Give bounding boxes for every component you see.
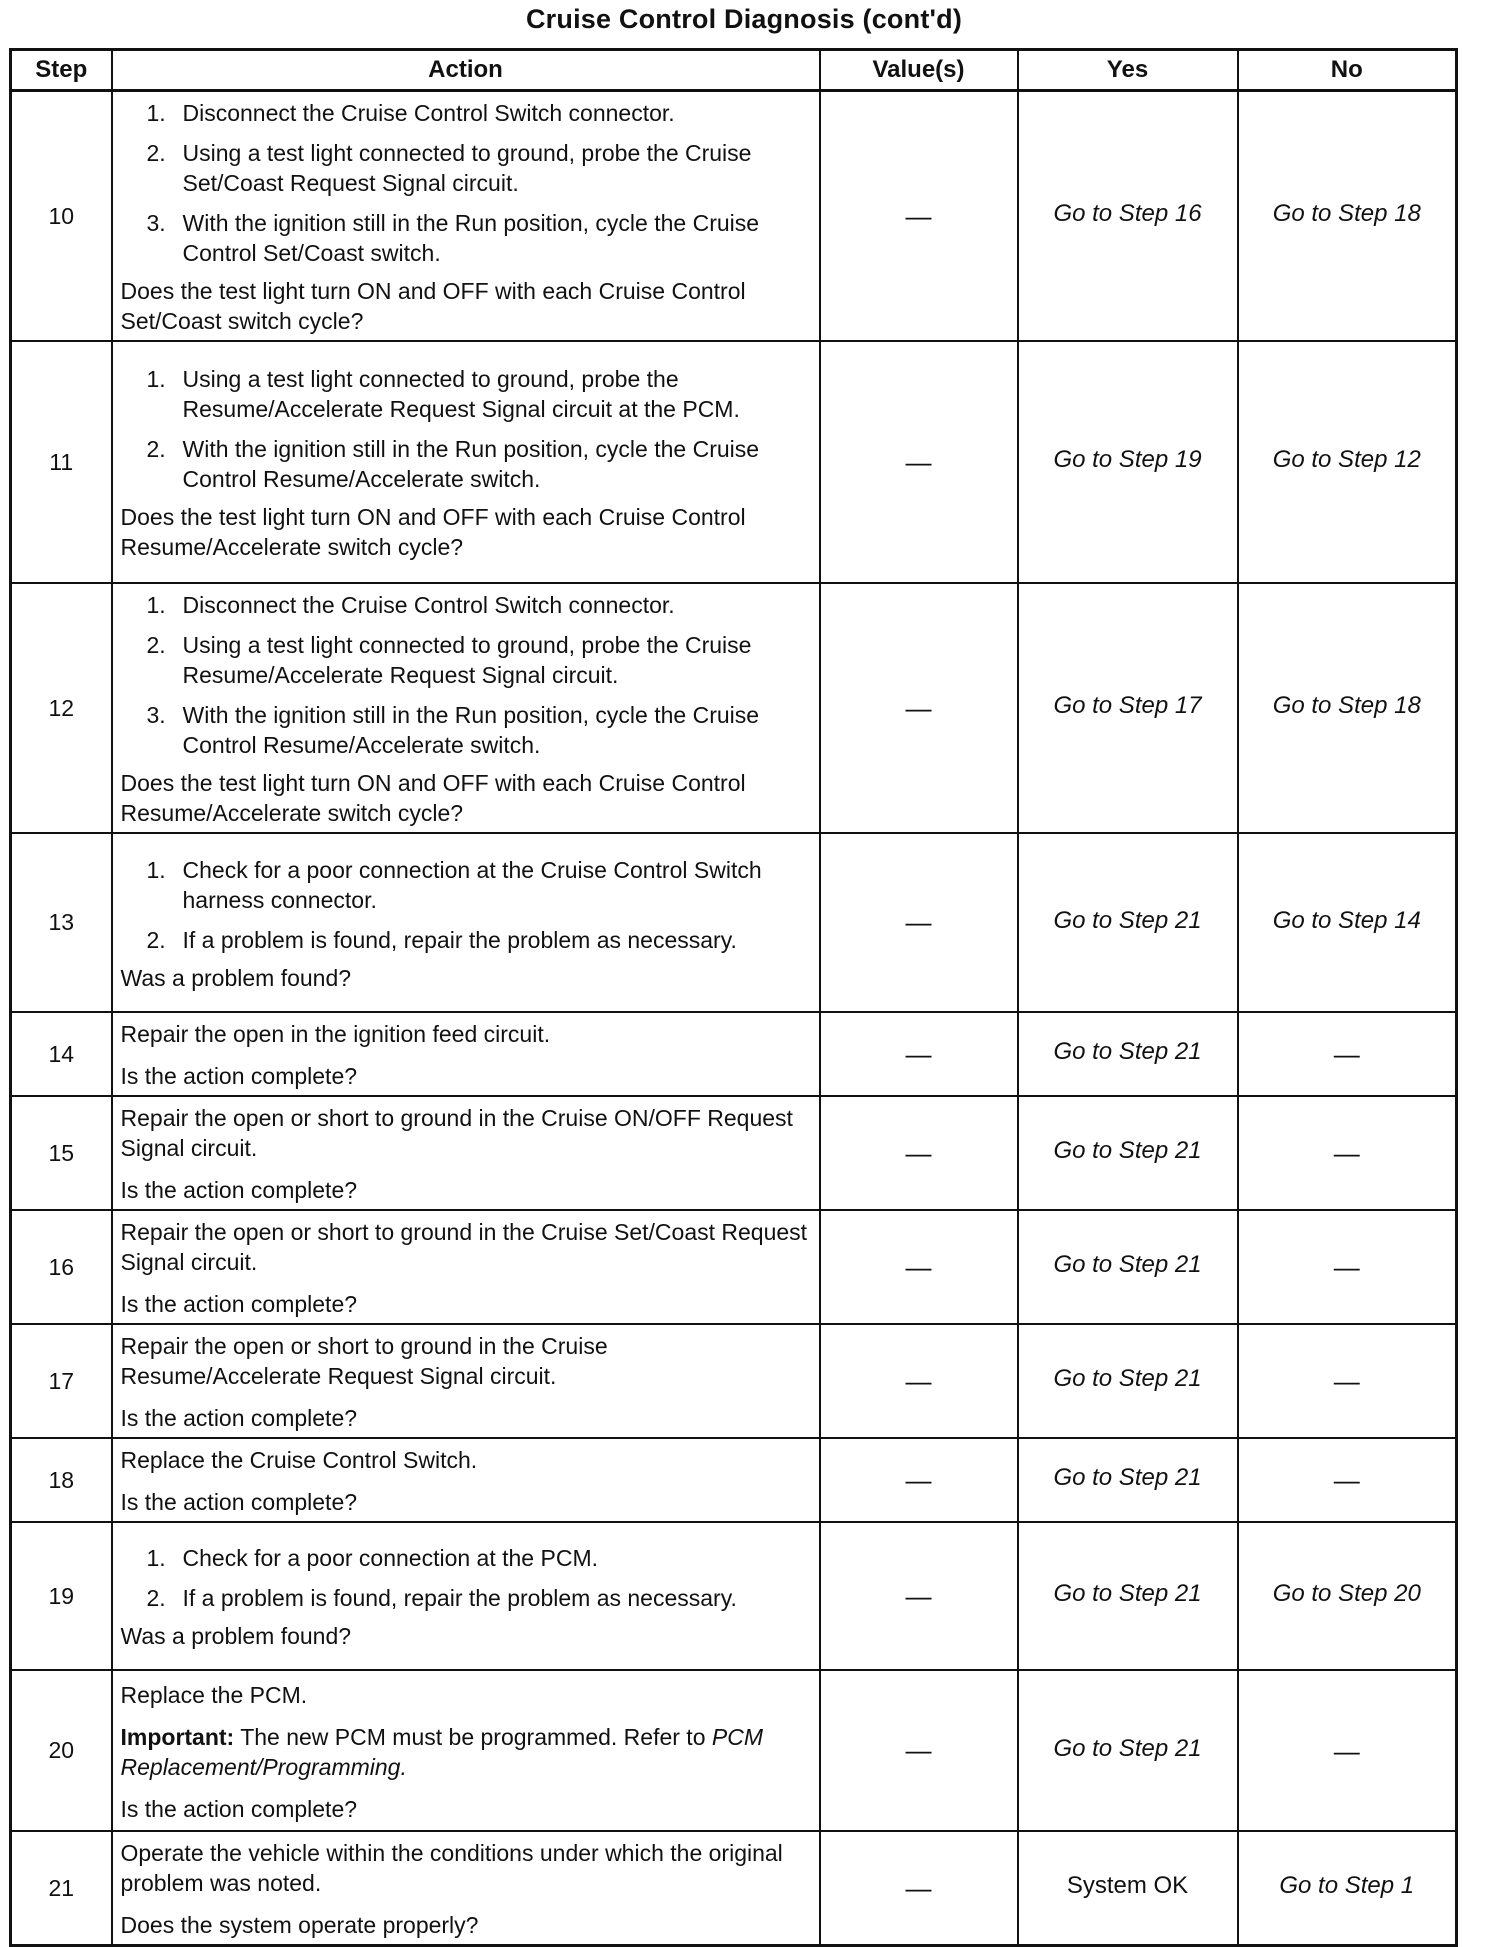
step-number: 17 (11, 1324, 112, 1438)
step-number: 18 (11, 1438, 112, 1522)
value-cell: — (820, 833, 1018, 1012)
diagnosis-table (9, 48, 1458, 1947)
action-question: Was a problem found? (120, 1623, 352, 1649)
list-item (121, 1543, 813, 1573)
yes-cell: Go to Step 17 (1018, 583, 1238, 833)
action-cell (112, 1210, 820, 1324)
action-cell (112, 91, 820, 342)
no-cell: — (1238, 1438, 1457, 1522)
action-cell (112, 1012, 820, 1096)
yes-cell: Go to Step 21 (1018, 1670, 1238, 1831)
list-item (121, 590, 813, 620)
value-cell: — (820, 341, 1018, 583)
action-text: Operate the vehicle within the conditions under which the original problem was noted. (120, 1840, 783, 1896)
step-item-number: 2. (146, 632, 166, 658)
step-number: 19 (11, 1522, 112, 1670)
yes-cell: Go to Step 21 (1018, 833, 1238, 1012)
no-cell: Go to Step 1 (1238, 1831, 1457, 1946)
no-cell: — (1238, 1324, 1457, 1438)
step-item-text: With the ignition still in the Run position, cycle the Cruise Control Set/Coast switch. (182, 210, 760, 266)
no-cell: Go to Step 18 (1238, 583, 1457, 833)
yes-cell: Go to Step 21 (1018, 1096, 1238, 1210)
action-cell (112, 1324, 820, 1438)
page-title: Cruise Control Diagnosis (cont'd) (525, 4, 963, 34)
no-cell: Go to Step 12 (1238, 341, 1457, 583)
table-row (11, 583, 1457, 833)
step-number: 12 (11, 583, 112, 833)
header-step: Step (11, 50, 112, 91)
step-item-text: If a problem is found, repair the problem as necessary. (182, 1585, 737, 1611)
step-item-number: 1. (146, 1545, 166, 1571)
action-text: Repair the open in the ignition feed circuit. (120, 1021, 551, 1047)
action-text: Replace the Cruise Control Switch. (120, 1447, 478, 1473)
action-steps (121, 364, 813, 494)
step-item-number: 2. (146, 1585, 166, 1611)
value-cell: — (820, 1831, 1018, 1946)
value-cell: — (820, 1438, 1018, 1522)
list-item (121, 855, 813, 915)
value-cell: — (820, 1324, 1018, 1438)
action-cell (112, 1831, 820, 1946)
action-question: Does the test light turn ON and OFF with each Cruise Control Set/Coast switch cycle? (120, 278, 746, 334)
step-number: 11 (11, 341, 112, 583)
step-number: 10 (11, 91, 112, 342)
value-cell: — (820, 1096, 1018, 1210)
action-question: Is the action complete? (120, 1291, 358, 1317)
table-row (11, 1096, 1457, 1210)
no-cell: — (1238, 1670, 1457, 1831)
header-values: Value(s) (820, 50, 1018, 91)
action-steps (121, 98, 813, 268)
list-item (121, 138, 813, 198)
step-item-text: Disconnect the Cruise Control Switch connector. (182, 592, 675, 618)
step-item-text: Using a test light connected to ground, probe the Cruise Resume/Accelerate Request Signal circuit. (182, 632, 752, 688)
important-text: The new PCM must be programmed. Refer to (240, 1723, 706, 1750)
action-cell (112, 1522, 820, 1670)
table-row (11, 1670, 1457, 1831)
step-item-text: Using a test light connected to ground, probe the Cruise Set/Coast Request Signal circuit. (182, 140, 752, 196)
step-item-text: Check for a poor connection at the PCM. (182, 1545, 598, 1571)
yes-cell: Go to Step 21 (1018, 1012, 1238, 1096)
yes-cell: Go to Step 19 (1018, 341, 1238, 583)
header-row (11, 50, 1457, 91)
table-row (11, 1012, 1457, 1096)
step-item-number: 1. (146, 856, 166, 883)
yes-cell: Go to Step 21 (1018, 1438, 1238, 1522)
table-row (11, 1210, 1457, 1324)
action-question: Is the action complete? (120, 1795, 358, 1822)
list-item (121, 925, 813, 955)
action-steps (121, 855, 813, 955)
value-cell: — (820, 583, 1018, 833)
no-cell: Go to Step 18 (1238, 91, 1457, 342)
step-item-text: Check for a poor connection at the Cruise Control Switch harness connector. (182, 856, 762, 913)
value-cell: — (820, 1522, 1018, 1670)
step-item-number: 1. (146, 366, 166, 392)
yes-cell: Go to Step 21 (1018, 1324, 1238, 1438)
list-item (121, 98, 813, 128)
action-question: Does the test light turn ON and OFF with each Cruise Control Resume/Accelerate switch cycle? (120, 504, 746, 560)
action-text: Repair the open or short to ground in the Cruise Set/Coast Request Signal circuit. (120, 1219, 808, 1275)
action-text: Replace the PCM. (120, 1681, 308, 1708)
list-item (121, 364, 813, 424)
action-steps (121, 590, 813, 760)
step-item-text: Disconnect the Cruise Control Switch connector. (182, 100, 675, 126)
step-number: 15 (11, 1096, 112, 1210)
action-question: Is the action complete? (120, 1063, 358, 1089)
value-cell: — (820, 1210, 1018, 1324)
list-item (121, 700, 813, 760)
table-row (11, 1324, 1457, 1438)
step-number: 20 (11, 1670, 112, 1831)
action-text: Repair the open or short to ground in the Cruise ON/OFF Request Signal circuit. (120, 1105, 793, 1161)
action-cell (112, 583, 820, 833)
important-note (121, 1722, 813, 1782)
action-question: Is the action complete? (120, 1489, 358, 1515)
table-row (11, 91, 1457, 342)
action-question: Is the action complete? (120, 1177, 358, 1203)
step-number: 16 (11, 1210, 112, 1324)
yes-cell: Go to Step 21 (1018, 1210, 1238, 1324)
step-item-number: 3. (146, 210, 166, 236)
header-yes: Yes (1018, 50, 1238, 91)
step-item-number: 3. (146, 702, 166, 728)
step-item-text: With the ignition still in the Run position, cycle the Cruise Control Resume/Accelerate switch. (182, 702, 760, 758)
list-item (121, 1583, 813, 1613)
list-item (121, 434, 813, 494)
yes-cell: Go to Step 21 (1018, 1522, 1238, 1670)
no-cell: — (1238, 1096, 1457, 1210)
step-item-text: If a problem is found, repair the problem as necessary. (182, 926, 737, 953)
list-item (121, 630, 813, 690)
value-cell: — (820, 1012, 1018, 1096)
action-question: Does the test light turn ON and OFF with each Cruise Control Resume/Accelerate switch cycle? (120, 770, 746, 826)
table-row (11, 833, 1457, 1012)
step-number: 14 (11, 1012, 112, 1096)
step-number: 21 (11, 1831, 112, 1946)
action-cell (112, 1670, 820, 1831)
yes-cell: Go to Step 16 (1018, 91, 1238, 342)
table-row (11, 341, 1457, 583)
step-item-number: 2. (146, 926, 166, 953)
action-question: Was a problem found? (120, 964, 352, 991)
step-item-number: 1. (146, 592, 166, 618)
value-cell: — (820, 91, 1018, 342)
step-item-text: Using a test light connected to ground, probe the Resume/Accelerate Request Signal circuit at the PCM. (182, 366, 740, 422)
list-item (121, 208, 813, 268)
action-cell (112, 1438, 820, 1522)
no-cell: Go to Step 14 (1238, 833, 1457, 1012)
action-question: Is the action complete? (120, 1405, 358, 1431)
action-text: Repair the open or short to ground in the Cruise Resume/Accelerate Request Signal circuit. (120, 1333, 608, 1389)
action-question: Does the system operate properly? (120, 1912, 479, 1938)
step-item-number: 2. (146, 140, 166, 166)
action-steps (121, 1543, 813, 1613)
action-cell (112, 833, 820, 1012)
important-label: Important: (120, 1723, 235, 1750)
value-cell: — (820, 1670, 1018, 1831)
no-cell: Go to Step 20 (1238, 1522, 1457, 1670)
step-item-number: 1. (146, 100, 166, 126)
no-cell: — (1238, 1012, 1457, 1096)
action-cell (112, 341, 820, 583)
table-row (11, 1831, 1457, 1946)
step-number: 13 (11, 833, 112, 1012)
step-item-number: 2. (146, 436, 166, 462)
table-row (11, 1522, 1457, 1670)
reference-link[interactable]: PCM Replacement/Programming. (120, 1723, 764, 1780)
header-action: Action (112, 50, 820, 91)
no-cell: — (1238, 1210, 1457, 1324)
step-item-text: With the ignition still in the Run position, cycle the Cruise Control Resume/Accelerate switch. (182, 436, 760, 492)
table-row (11, 1438, 1457, 1522)
yes-cell: System OK (1018, 1831, 1238, 1946)
action-cell (112, 1096, 820, 1210)
header-no: No (1238, 50, 1457, 91)
